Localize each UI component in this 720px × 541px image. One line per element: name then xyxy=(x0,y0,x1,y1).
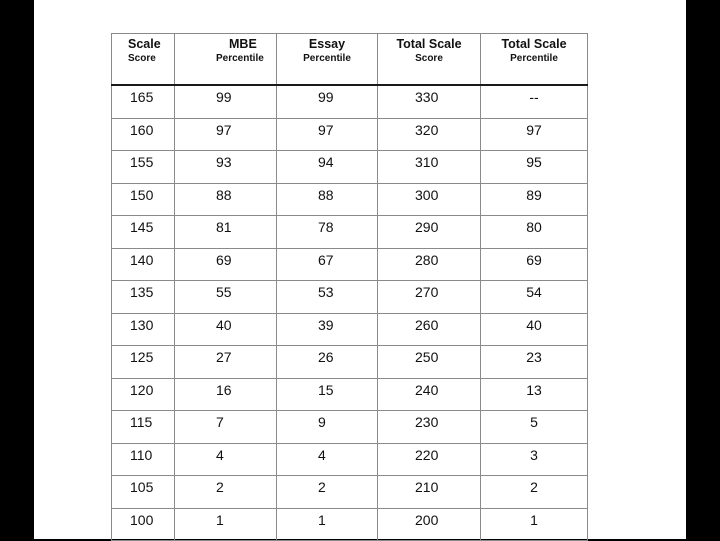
total-scale-percentile-cell: 23 xyxy=(481,346,588,379)
total-scale-percentile-cell: 69 xyxy=(481,248,588,281)
essay-percentile-cell: 26 xyxy=(277,346,378,379)
header-mbe-percentile: MBE Percentile xyxy=(175,34,277,86)
table-row xyxy=(112,378,588,411)
total-scale-score-cell: 230 xyxy=(378,411,481,444)
mbe-percentile-cell: 88 xyxy=(175,183,277,216)
table-row xyxy=(112,216,588,249)
total-scale-percentile-cell: 97 xyxy=(481,118,588,151)
table-row xyxy=(112,183,588,216)
table-row xyxy=(112,443,588,476)
table-row xyxy=(112,476,588,509)
scale-score-cell: 145 xyxy=(112,216,175,249)
essay-percentile-cell: 9 xyxy=(277,411,378,444)
mbe-percentile-cell: 97 xyxy=(175,118,277,151)
header-essay-percentile: Essay Percentile xyxy=(277,34,378,86)
table-row xyxy=(112,281,588,314)
table-row xyxy=(112,313,588,346)
total-scale-percentile-cell: 89 xyxy=(481,183,588,216)
header-scale-score: Scale Score xyxy=(112,34,175,86)
total-scale-score-cell: 210 xyxy=(378,476,481,509)
total-scale-percentile-cell: 80 xyxy=(481,216,588,249)
scale-score-cell: 155 xyxy=(112,151,175,184)
table-row xyxy=(112,118,588,151)
essay-percentile-cell: 2 xyxy=(277,476,378,509)
scale-score-cell: 140 xyxy=(112,248,175,281)
essay-percentile-cell: 1 xyxy=(277,508,378,541)
scale-score-cell: 150 xyxy=(112,183,175,216)
table-header-row xyxy=(112,34,588,86)
score-percentile-table xyxy=(111,33,588,541)
scale-score-cell: 125 xyxy=(112,346,175,379)
mbe-percentile-cell: 99 xyxy=(175,85,277,118)
scale-score-cell: 130 xyxy=(112,313,175,346)
header-total-scale-percentile: Total Scale Percentile xyxy=(481,34,588,86)
mbe-percentile-cell: 40 xyxy=(175,313,277,346)
scale-score-cell: 160 xyxy=(112,118,175,151)
total-scale-score-cell: 310 xyxy=(378,151,481,184)
total-scale-percentile-cell: 2 xyxy=(481,476,588,509)
table-row xyxy=(112,151,588,184)
total-scale-score-cell: 260 xyxy=(378,313,481,346)
essay-percentile-cell: 67 xyxy=(277,248,378,281)
mbe-percentile-cell: 55 xyxy=(175,281,277,314)
essay-percentile-cell: 94 xyxy=(277,151,378,184)
document-page xyxy=(34,0,686,539)
total-scale-score-cell: 200 xyxy=(378,508,481,541)
mbe-percentile-cell: 7 xyxy=(175,411,277,444)
essay-percentile-cell: 15 xyxy=(277,378,378,411)
scale-score-cell: 165 xyxy=(112,85,175,118)
total-scale-score-cell: 330 xyxy=(378,85,481,118)
total-scale-score-cell: 280 xyxy=(378,248,481,281)
table-row xyxy=(112,248,588,281)
total-scale-percentile-cell: 95 xyxy=(481,151,588,184)
table-row xyxy=(112,411,588,444)
total-scale-score-cell: 250 xyxy=(378,346,481,379)
total-scale-score-cell: 240 xyxy=(378,378,481,411)
mbe-percentile-cell: 93 xyxy=(175,151,277,184)
essay-percentile-cell: 53 xyxy=(277,281,378,314)
total-scale-score-cell: 300 xyxy=(378,183,481,216)
table-row xyxy=(112,346,588,379)
table-body xyxy=(112,85,588,541)
total-scale-score-cell: 290 xyxy=(378,216,481,249)
essay-percentile-cell: 88 xyxy=(277,183,378,216)
essay-percentile-cell: 39 xyxy=(277,313,378,346)
mbe-percentile-cell: 2 xyxy=(175,476,277,509)
table-row xyxy=(112,85,588,118)
essay-percentile-cell: 4 xyxy=(277,443,378,476)
scale-score-cell: 105 xyxy=(112,476,175,509)
essay-percentile-cell: 78 xyxy=(277,216,378,249)
scale-score-cell: 100 xyxy=(112,508,175,541)
total-scale-percentile-cell: 3 xyxy=(481,443,588,476)
total-scale-percentile-cell: -- xyxy=(481,85,588,118)
scale-score-cell: 110 xyxy=(112,443,175,476)
total-scale-score-cell: 220 xyxy=(378,443,481,476)
mbe-percentile-cell: 4 xyxy=(175,443,277,476)
total-scale-percentile-cell: 54 xyxy=(481,281,588,314)
mbe-percentile-cell: 69 xyxy=(175,248,277,281)
total-scale-percentile-cell: 40 xyxy=(481,313,588,346)
scale-score-cell: 120 xyxy=(112,378,175,411)
mbe-percentile-cell: 81 xyxy=(175,216,277,249)
total-scale-percentile-cell: 1 xyxy=(481,508,588,541)
mbe-percentile-cell: 27 xyxy=(175,346,277,379)
total-scale-percentile-cell: 5 xyxy=(481,411,588,444)
scale-score-cell: 135 xyxy=(112,281,175,314)
scale-score-cell: 115 xyxy=(112,411,175,444)
essay-percentile-cell: 97 xyxy=(277,118,378,151)
total-scale-score-cell: 270 xyxy=(378,281,481,314)
table-row xyxy=(112,508,588,541)
mbe-percentile-cell: 1 xyxy=(175,508,277,541)
total-scale-percentile-cell: 13 xyxy=(481,378,588,411)
mbe-percentile-cell: 16 xyxy=(175,378,277,411)
total-scale-score-cell: 320 xyxy=(378,118,481,151)
essay-percentile-cell: 99 xyxy=(277,85,378,118)
header-total-scale-score: Total Scale Score xyxy=(378,34,481,86)
